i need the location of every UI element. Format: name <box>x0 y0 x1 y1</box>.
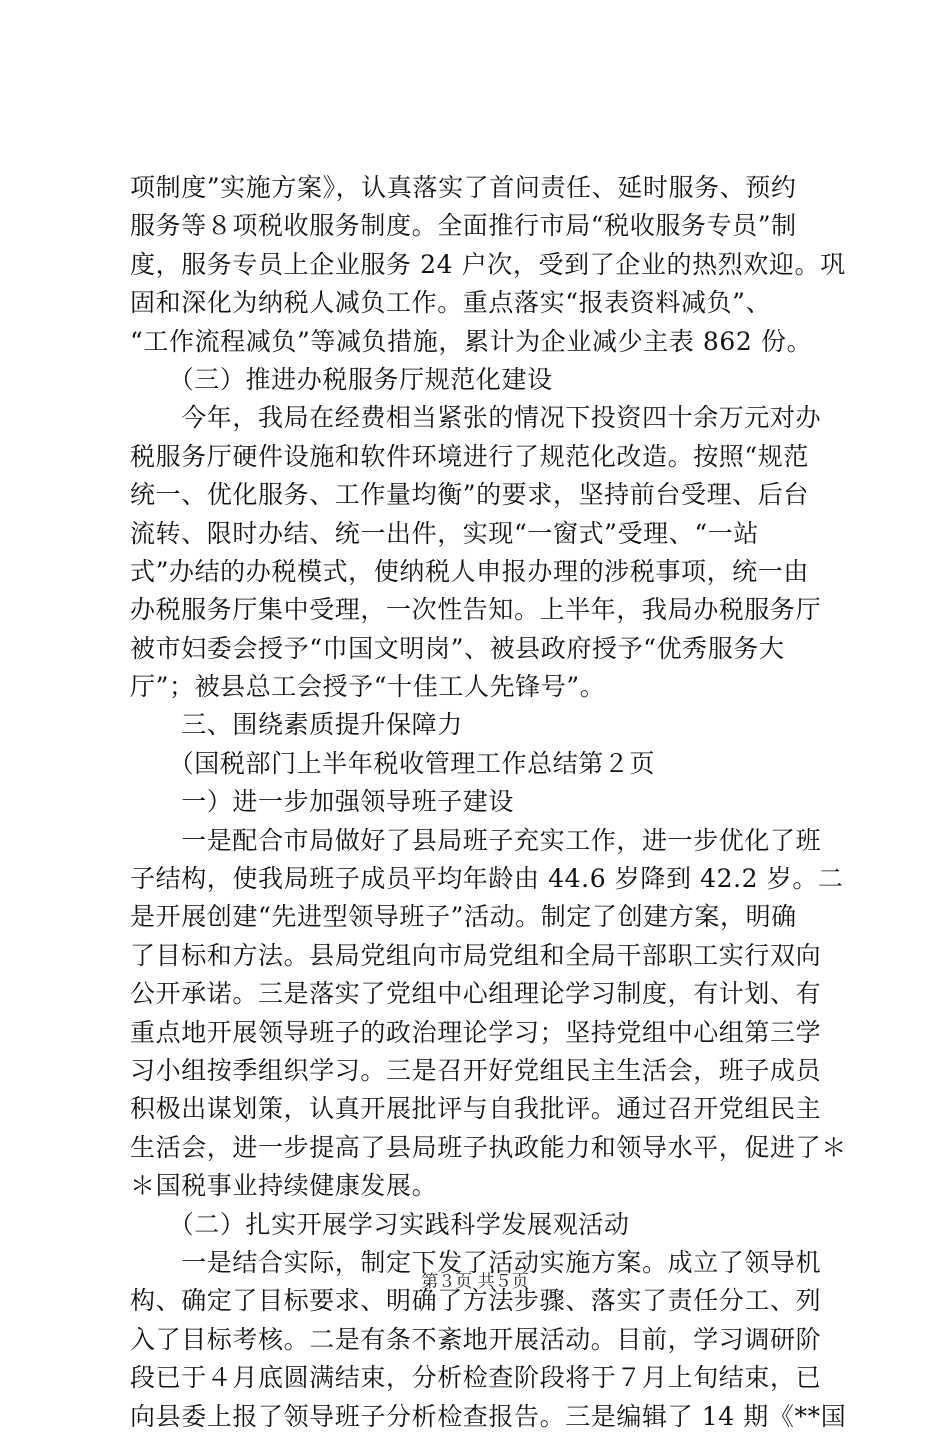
text-line: 度，服务专员上企业服务 24 户次，受到了企业的热烈欢迎。巩 <box>130 249 846 279</box>
text-line: 习小组按季组织学习。三是召开好党组民主生活会，班子成员 <box>130 1055 822 1085</box>
text-line: 入了目标考核。二是有条不紊地开展活动。目前，学习调研阶 <box>130 1324 822 1354</box>
text-line: 生活会，进一步提高了县局班子执政能力和领导水平，促进了＊ <box>130 1132 847 1162</box>
text-line: 流转、限时办结、统一出件，实现“一窗式”受理、“一站 <box>130 518 759 548</box>
text-line: “工作流程减负”等减负措施，累计为企业减少主表 862 份。 <box>130 326 813 356</box>
text-line: （国税部门上半年税收管理工作总结第２页 <box>130 748 656 778</box>
section-heading: 一）进一步加强领导班子建设 <box>130 787 515 817</box>
text-line: 公开承诺。三是落实了党组中心组理论学习制度，有计划、有 <box>130 979 822 1009</box>
text-line: 向县委上报了领导班子分析检查报告。三是编辑了 14 期《**国 <box>130 1401 847 1431</box>
text-line: 子结构，使我局班子成员平均年龄由 44.6 岁降到 42.2 岁。二 <box>130 864 844 894</box>
document-body <box>130 169 847 1436</box>
text-line: 式”办结的办税模式，使纳税人申报办理的涉税事项，统一由 <box>130 556 809 586</box>
text-line: 段已于４月底圆满结束，分析检查阶段将于７月上旬结束，已 <box>130 1363 822 1393</box>
section-heading: 三、围绕素质提升保障力 <box>130 710 463 740</box>
text-line: 今年，我局在经费相当紧张的情况下投资四十余万元对办 <box>130 403 822 433</box>
text-line: 服务等８项税收服务制度。全面推行市局“税收服务专员”制 <box>130 211 797 241</box>
text-line: 厅”；被县总工会授予“十佳工人先锋号”。 <box>130 672 606 702</box>
text-line: 统一、优化服务、工作量均衡”的要求，坚持前台受理、后台 <box>130 480 809 510</box>
section-heading: （二）扎实开展学习实践科学发展观活动 <box>130 1209 630 1239</box>
page-footer: 第３页 共５页 <box>421 1272 529 1292</box>
text-line: 固和深化为纳税人减负工作。重点落实“报表资料减负”、 <box>130 288 772 318</box>
text-line: 一是配合市局做好了县局班子充实工作，进一步优化了班 <box>130 825 822 855</box>
text-line: 是开展创建“先进型领导班子”活动。制定了创建方案，明确 <box>130 902 797 932</box>
text-line: 项制度”实施方案》，认真落实了首问责任、延时服务、预约 <box>130 173 797 202</box>
section-heading: （三）推进办税服务厅规范化建设 <box>130 364 553 394</box>
text-line: 了目标和方法。县局党组向市局党组和全局干部职工实行双向 <box>130 940 822 970</box>
text-line: 被市妇委会授予“巾国文明岗”、被县政府授予“优秀服务大 <box>130 633 785 663</box>
text-line: 构、确定了目标要求、明确了方法步骤、落实了责任分工、列 <box>130 1286 822 1316</box>
text-line: ＊国税事业持续健康发展。 <box>130 1171 438 1201</box>
text-line: 积极出谋划策，认真开展批评与自我批评。通过召开党组民主 <box>130 1094 822 1124</box>
text-line: 一是结合实际，制定下发了活动实施方案。成立了领导机 <box>130 1247 822 1277</box>
text-line: 税服务厅硬件设施和软件环境进行了规范化改造。按照“规范 <box>130 441 809 471</box>
text-line: 重点地开展领导班子的政治理论学习；坚持党组中心组第三学 <box>130 1017 822 1047</box>
text-line: 办税服务厅集中受理，一次性告知。上半年，我局办税服务厅 <box>130 595 822 625</box>
